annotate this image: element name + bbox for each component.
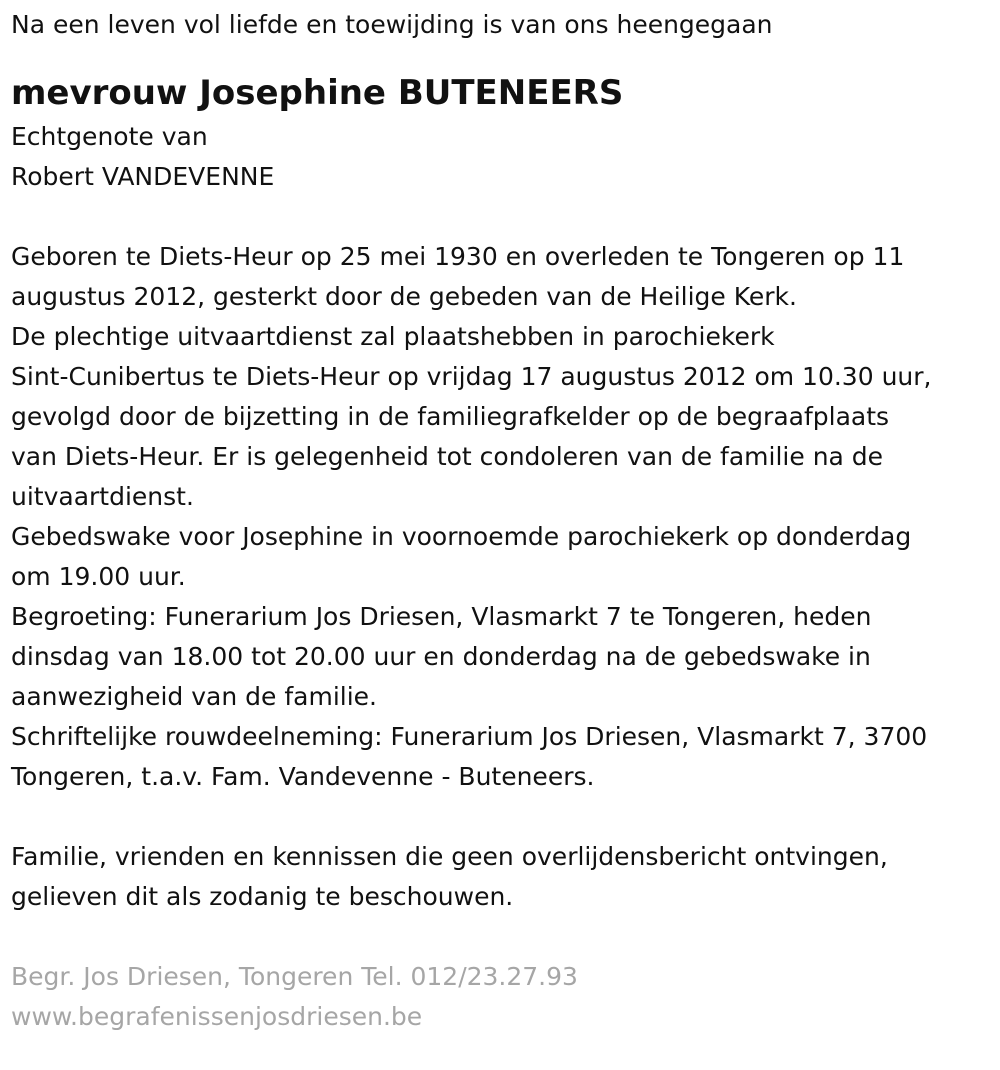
undertaker-contact: Begr. Jos Driesen, Tongeren Tel. 012/23.27.93 <box>11 962 578 991</box>
spouse-name: Robert VANDEVENNE <box>11 162 275 191</box>
footer <box>11 957 990 1037</box>
details-line: aanwezigheid van de familie. <box>11 682 377 711</box>
details-line: Geboren te Diets-Heur op 25 mei 1930 en overleden te Tongeren op 11 <box>11 242 905 271</box>
closing-block <box>11 837 990 917</box>
spacer <box>11 197 990 237</box>
details-line: dinsdag van 18.00 tot 20.00 uur en donderdag na de gebedswake in <box>11 642 871 671</box>
deceased-name: mevrouw Josephine BUTENEERS <box>11 73 624 113</box>
spacer <box>11 797 990 837</box>
details-line: augustus 2012, gesterkt door de gebeden van de Heilige Kerk. <box>11 282 797 311</box>
closing-line: gelieven dit als zodanig te beschouwen. <box>11 882 514 911</box>
details-line: om 19.00 uur. <box>11 562 186 591</box>
spacer <box>11 917 990 957</box>
details-block <box>11 237 990 797</box>
relation-line: Echtgenote van <box>11 122 208 151</box>
undertaker-website: www.begrafenissenjosdriesen.be <box>11 1002 423 1031</box>
closing-line: Familie, vrienden en kennissen die geen overlijdensbericht ontvingen, <box>11 842 888 871</box>
details-line: Gebedswake voor Josephine in voornoemde parochiekerk op donderdag <box>11 522 912 551</box>
details-line: Schriftelijke rouwdeelneming: Funerarium Jos Driesen, Vlasmarkt 7, 3700 <box>11 722 928 751</box>
details-line: Begroeting: Funerarium Jos Driesen, Vlasmarkt 7 te Tongeren, heden <box>11 602 872 631</box>
relation-block <box>11 117 990 197</box>
details-line: Tongeren, t.a.v. Fam. Vandevenne - Buteneers. <box>11 762 595 791</box>
details-line: van Diets-Heur. Er is gelegenheid tot condoleren van de familie na de <box>11 442 884 471</box>
details-line: Sint-Cunibertus te Diets-Heur op vrijdag 17 augustus 2012 om 10.30 uur, <box>11 362 932 391</box>
details-line: gevolgd door de bijzetting in de familiegrafkelder op de begraafplaats <box>11 402 890 431</box>
intro-text: Na een leven vol liefde en toewijding is van ons heengegaan <box>11 10 773 39</box>
details-line: uitvaartdienst. <box>11 482 194 511</box>
details-line: De plechtige uitvaartdienst zal plaatshebben in parochiekerk <box>11 322 775 351</box>
